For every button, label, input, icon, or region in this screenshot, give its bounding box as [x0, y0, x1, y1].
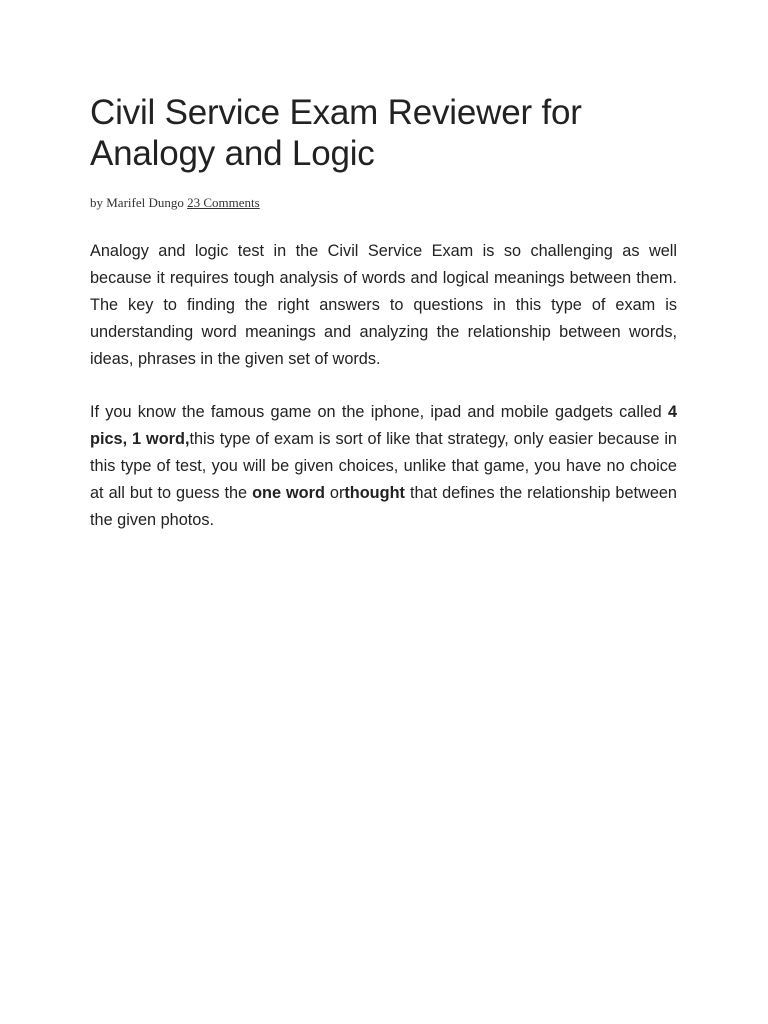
author-name: Marifel Dungo	[106, 195, 184, 210]
byline-prefix: by	[90, 195, 103, 210]
paragraph-2-bold-game-name: 4 pics, 1 word,	[90, 403, 677, 448]
paragraph-2-text-4: that defines the relationship between the given photos.	[90, 484, 677, 529]
article-paragraph-1: Analogy and logic test in the Civil Service Exam is so challenging as well because it requires tough analysis of words and logical meanings between them. The key to finding the right answers to questions in this type of exam is understanding word meanings and analyzing the relationship between words, ideas, phrases in the given set of words.	[90, 242, 677, 368]
article-paragraph-2	[90, 399, 677, 534]
paragraph-2-text-1: If you know the famous game on the iphone, ipad and mobile gadgets called	[90, 403, 668, 421]
paragraph-2-text-3: or	[324, 484, 345, 502]
paragraph-2-bold-one-word: one word	[252, 484, 325, 502]
article	[90, 92, 677, 534]
byline	[90, 195, 677, 211]
comments-link[interactable]: 23 Comments	[187, 195, 260, 210]
article-title: Civil Service Exam Reviewer for Analogy and Logic	[90, 93, 582, 173]
paragraph-2-text-2: this type of exam is sort of like that strategy, only easier because in this type of test, you will be given choices, unlike that game, you have no choice at all but to guess the	[90, 430, 677, 502]
paragraph-2-bold-thought: thought	[344, 484, 405, 502]
